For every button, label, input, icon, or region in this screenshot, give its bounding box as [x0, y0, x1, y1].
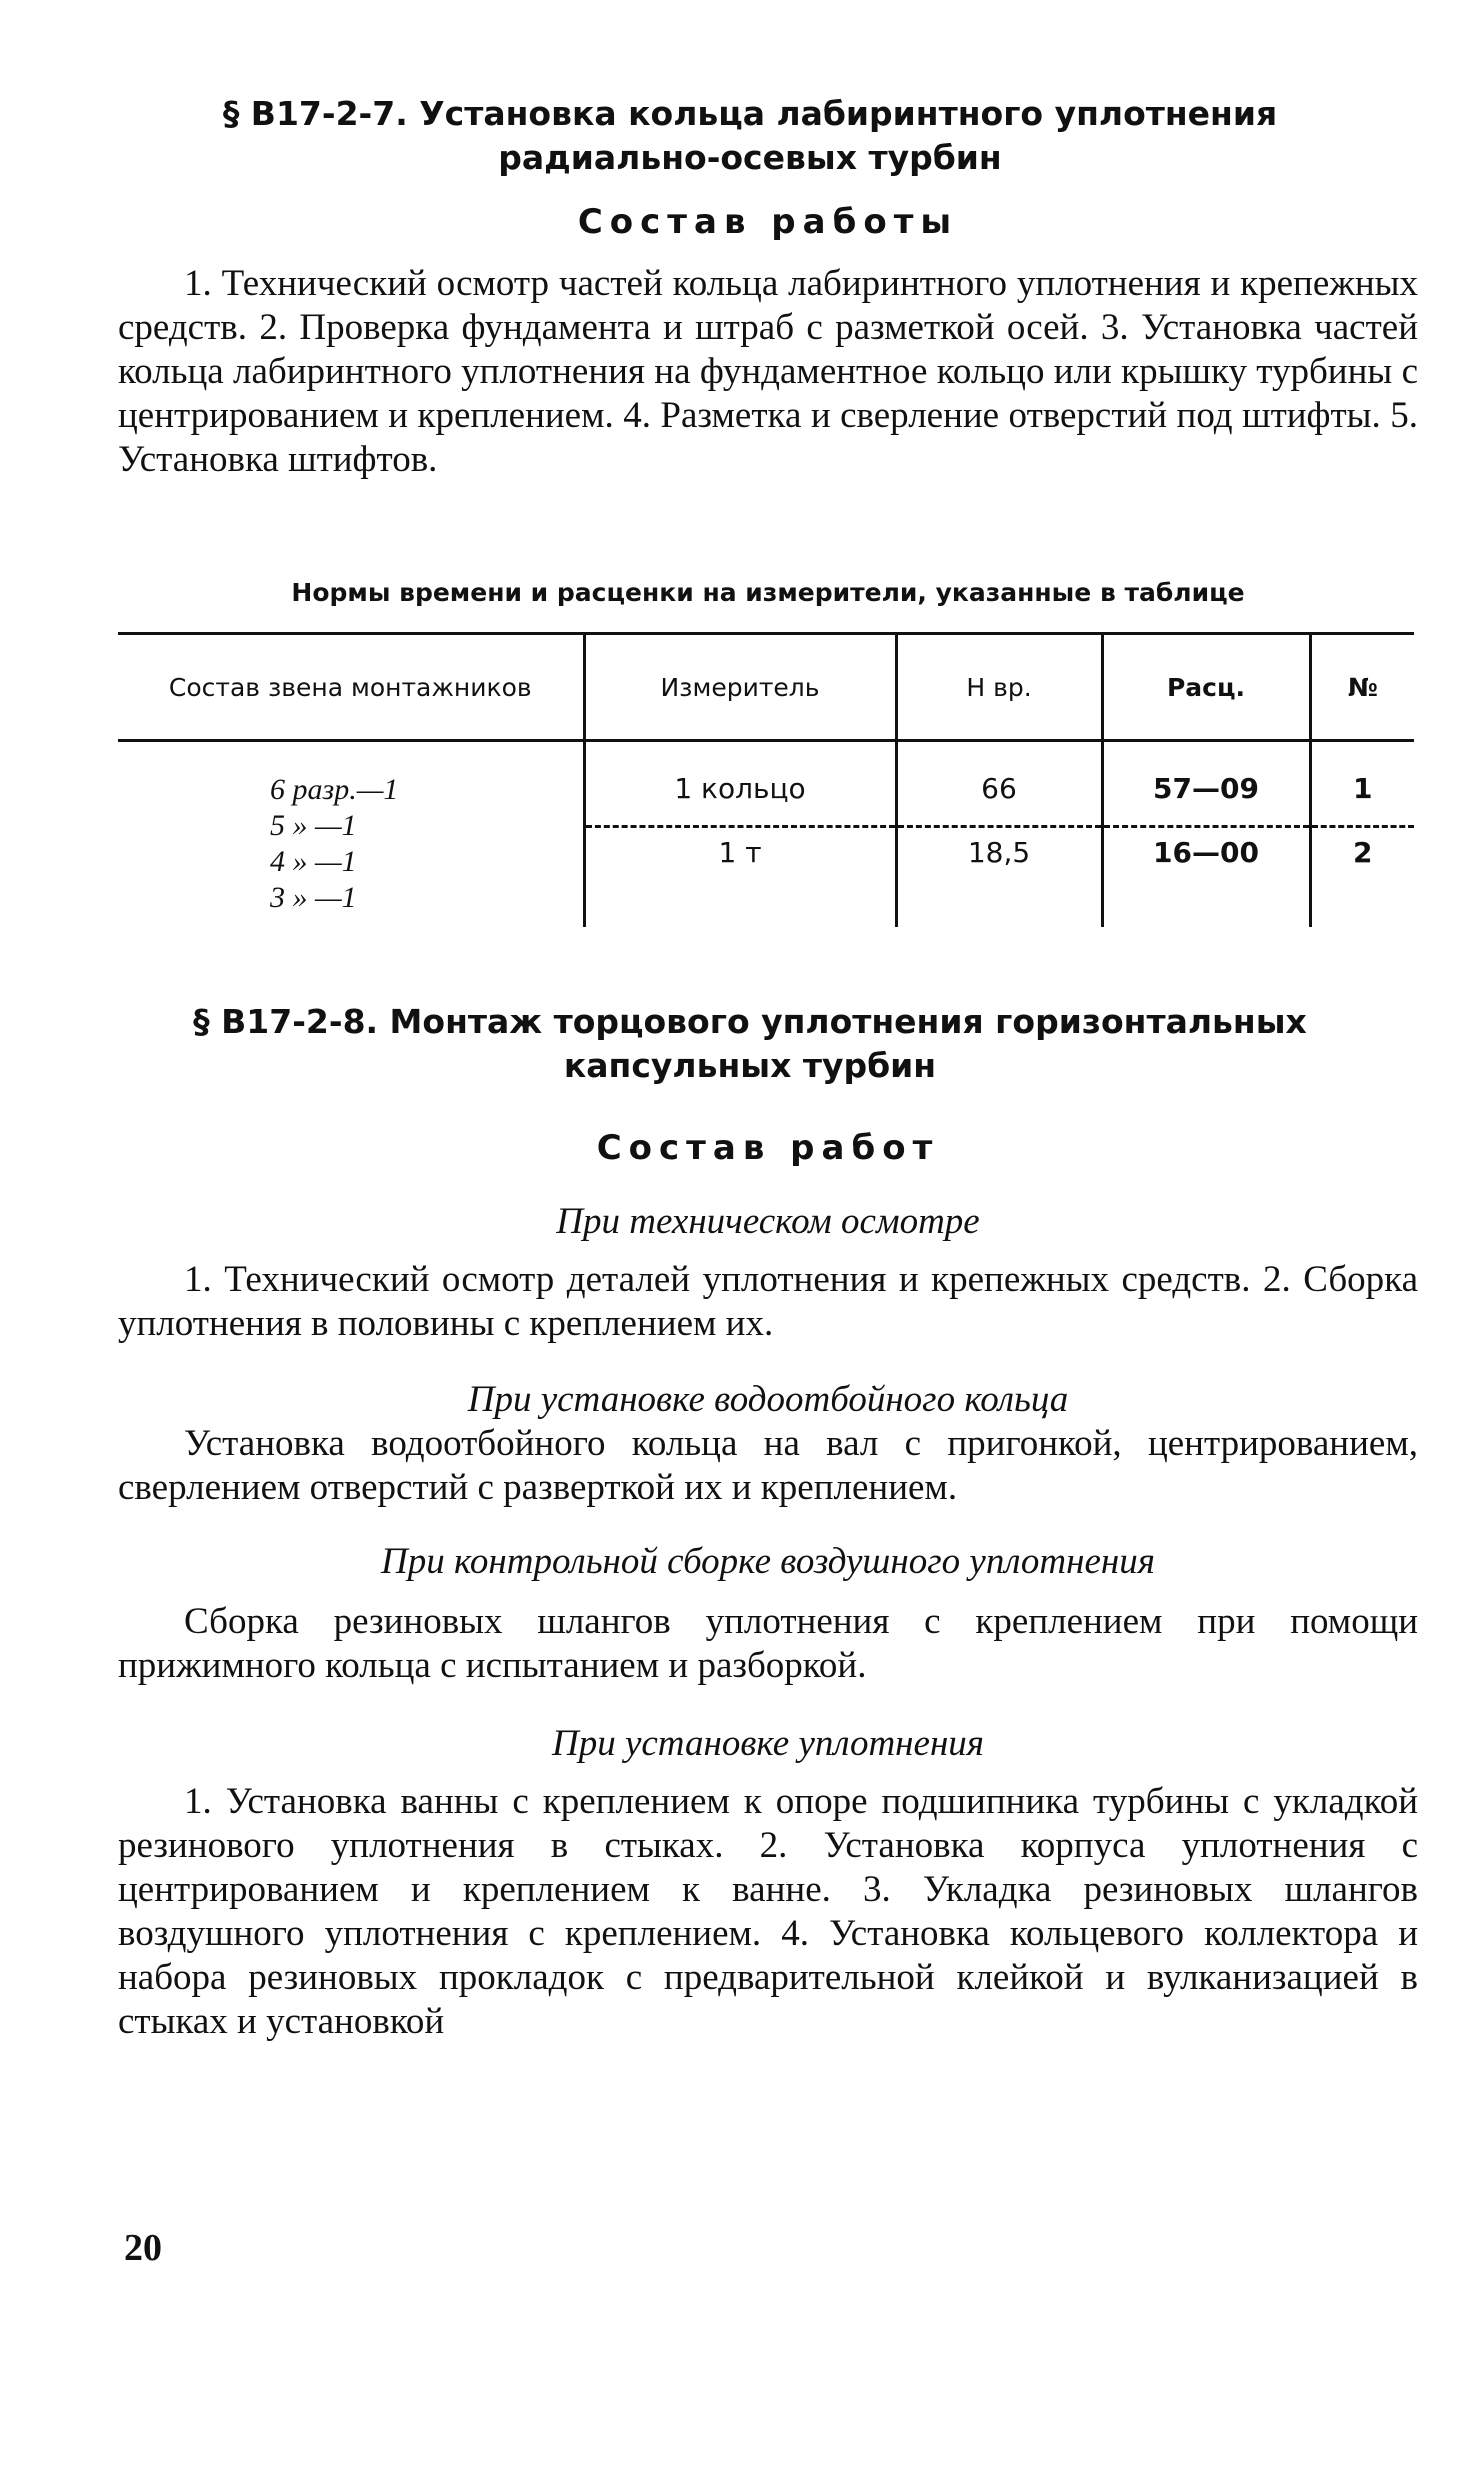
table-header-row [118, 634, 1414, 741]
price-cell: 16—00 [1102, 827, 1310, 927]
table-row [118, 741, 1414, 827]
text-seal-install: 1. Установка ванны с креплением к опоре подшипника турбины с укладкой резинового уплотнения в стыках. 2. Установка корпуса уплотнения с центрированием и креплением к ванне. 3. Укладка резиновых шлангов воздушного уплотнения с креплением. 4. Установка кольцевого коллектора и набора резиновых прокладок с предварительной клейкой и вулканизацией в стыках и установкой [118, 1781, 1418, 2042]
norm-cell: 66 [896, 741, 1102, 827]
unit-cell: 1 т [584, 827, 896, 927]
num-cell: 1 [1310, 741, 1414, 827]
header-norm: Н вр. [896, 634, 1102, 741]
table-caption: Нормы времени и расценки на измерители, указанные в таблице [291, 578, 1245, 607]
header-price: Расц. [1102, 634, 1310, 741]
text-water-ring: Установка водоотбойного кольца на вал с пригонкой, центрированием, сверлением отверстий с разверткой их и креплением. [118, 1423, 1418, 1508]
page-number: 20 [124, 2227, 162, 2269]
header-crew: Состав звена монтажников [118, 634, 584, 741]
subheading-inspection: При техническом осмотре [556, 1201, 980, 1242]
composition-text-1: 1. Технический осмотр частей кольца лабиринтного уплотнения и крепежных средств. 2. Проверка фундамента и штраб с разметкой осей. 3. Установка частей кольца лабиринтного уплотнения на фундаментное кольцо или крышку турбины с центрированием и креплением. 4. Разметка и сверление отверстий под штифты. 5. Установка штифтов. [118, 263, 1418, 480]
norms-table [118, 632, 1414, 927]
price-cell: 57—09 [1102, 741, 1310, 827]
subheading-seal-install: При установке уплотнения [551, 1723, 985, 1764]
crew-line: 4 » —1 [270, 845, 357, 878]
norm-cell: 18,5 [896, 827, 1102, 927]
subheading-air-seal: При контрольной сборке воздушного уплотнения [381, 1541, 1155, 1582]
section-title-b17-2-7: § В17-2-7. Установка кольца лабиринтного уплотнения радиально-осевых турбин [222, 94, 1278, 177]
section-title-b17-2-8: § В17-2-8. Монтаж торцового уплотнения горизонтальных капсульных турбин [193, 1002, 1307, 1085]
unit-cell: 1 кольцо [584, 741, 896, 827]
header-num: № [1310, 634, 1414, 741]
subheading-water-ring: При установке водоотбойного кольца [467, 1379, 1069, 1420]
num-cell: 2 [1310, 827, 1414, 927]
text-inspection: 1. Технический осмотр деталей уплотнения и крепежных средств. 2. Сборка уплотнения в половины с креплением их. [118, 1259, 1418, 1344]
header-unit: Измеритель [584, 634, 896, 741]
crew-line: 5 » —1 [270, 809, 357, 842]
composition-heading-2: Состав работ [596, 1128, 940, 1168]
crew-line: 6 разр.—1 [270, 773, 399, 806]
text-air-seal: Сборка резиновых шлангов уплотнения с креплением при помощи прижимного кольца с испытанием и разборкой. [118, 1601, 1418, 1686]
crew-cell [118, 741, 584, 927]
composition-heading-1: Состав работы [577, 202, 959, 242]
crew-line: 3 » —1 [270, 881, 357, 914]
